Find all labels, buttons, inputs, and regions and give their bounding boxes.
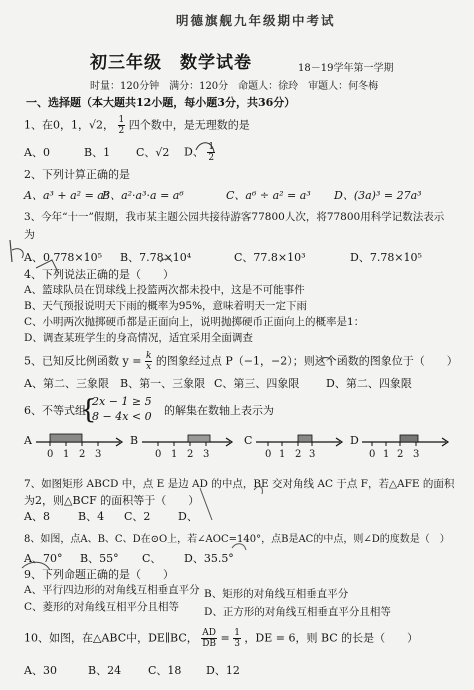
q9-option-d: D、正方形的对角线互相垂直平分且相等 bbox=[204, 606, 391, 618]
q8-option-d: D、35.5° bbox=[184, 552, 234, 565]
q4-option-c: C、小明两次抛掷硬币都是正面向上，说明抛掷硬币正面向上的概率是1： bbox=[24, 316, 365, 328]
q10-frac2-den: 3 bbox=[234, 639, 240, 649]
q6-a-tick-3: 3 bbox=[95, 449, 102, 460]
q10-option-c: C、18 bbox=[148, 664, 182, 677]
q4-option-a: A、篮球队员在罚球线上投篮两次都未投中，这是不可能事件 bbox=[24, 284, 305, 296]
school-title: 明德旗舰九年级期中考试 bbox=[176, 13, 336, 28]
q5-option-d: D、第二、四象限 bbox=[326, 377, 412, 390]
q1-d-frac-num: 1 bbox=[208, 142, 215, 152]
q5-frac-den: x bbox=[146, 362, 152, 372]
q7-stem-line1: 7、如图矩形 ABCD 中，点 E 是边 AD 的中点，BE 交对角线 AC 于点 F，若△AFE 的面积 bbox=[24, 478, 455, 490]
q6-stem-post: 的解集在数轴上表示为 bbox=[164, 404, 274, 417]
q6-d-tick-2: 2 bbox=[397, 449, 404, 460]
q6-a-tick-1: 1 bbox=[63, 449, 70, 460]
q6-d-tick-1: 1 bbox=[383, 449, 390, 460]
q2-option-a: A、a³ + a² = a⁵ bbox=[24, 189, 109, 202]
q1-option-c: C、√2 bbox=[136, 146, 170, 159]
q6-c-tick-0: 0 bbox=[265, 449, 272, 460]
q7-option-c: C、2 bbox=[124, 510, 151, 523]
q4-stem: 4、下列说法正确的是（ ） bbox=[24, 268, 174, 281]
q1-option-d-label: D、 bbox=[184, 145, 204, 159]
q6-b-tick-1: 1 bbox=[171, 449, 178, 460]
q2-option-d: D、(3a)³ = 27a³ bbox=[334, 189, 422, 202]
section-title: 一、选择题（本大题共12小题，每小题3分，共36分） bbox=[26, 96, 296, 109]
q6-label-c: C bbox=[244, 434, 253, 447]
q10-stem-pre: 10、如图，在△ABC中，DE∥BC， bbox=[24, 631, 198, 645]
q10-option-a: A、30 bbox=[24, 664, 57, 677]
q6-ineq-2: 8 − 4x < 0 bbox=[92, 410, 152, 423]
q6-label-a: A bbox=[24, 434, 32, 447]
q5-option-a: A、第二、三象限 bbox=[24, 377, 109, 390]
q9-option-b: B、矩形的对角线互相垂直平分 bbox=[204, 588, 349, 600]
q6-a-tick-2: 2 bbox=[79, 449, 86, 460]
q1-frac-den: 2 bbox=[118, 126, 125, 136]
exam-title: 初三年级 数学试卷 bbox=[90, 53, 252, 73]
q1-stem-text: 1、在0，1，√2， bbox=[24, 118, 115, 132]
q6-b-tick-3: 3 bbox=[203, 449, 210, 460]
q9-stem: 9、下列命题正确的是（ ） bbox=[24, 568, 174, 581]
q7-option-d: D、 bbox=[178, 510, 198, 523]
q2-option-c: C、a⁶ ÷ a² = a³ bbox=[226, 189, 311, 202]
q6-d-tick-3: 3 bbox=[413, 449, 420, 460]
q8-stem: 8、如图，点A、B、C、D在⊙O上，若∠AOC=140°，点B是AC的中点，则∠D的度数是（ ） bbox=[24, 534, 450, 545]
q6-c-tick-1: 1 bbox=[279, 449, 286, 460]
q5-frac-num: k bbox=[145, 351, 152, 361]
q1-frac-num: 1 bbox=[118, 115, 125, 125]
exam-meta: 时量：120分钟 满分：120分 命题人：徐玲 审题人：何冬梅 bbox=[90, 81, 379, 92]
q8-option-c: C、 bbox=[142, 552, 162, 565]
q1-stem-tail: 四个数中，是无理数的是 bbox=[128, 118, 250, 132]
q6-ineq-1: 2x − 1 ≥ 5 bbox=[92, 395, 152, 408]
q10-option-d: D、12 bbox=[206, 664, 240, 677]
q6-brace: { bbox=[80, 395, 97, 425]
q5-stem-post: 的图象经过点 P（−1，−2）；则这个函数的图象位于（ ） bbox=[155, 354, 458, 368]
q6-b-tick-0: 0 bbox=[155, 449, 162, 460]
term-label: 18－19学年第一学期 bbox=[298, 63, 394, 74]
q3-option-a: A、0.778×10⁵ bbox=[24, 251, 103, 264]
q10-frac1-den: DB bbox=[202, 639, 217, 649]
q6-label-d: D bbox=[350, 434, 359, 447]
q8-option-b: B、55° bbox=[80, 552, 119, 565]
q2-option-b: B、a²·a³·a = a⁶ bbox=[102, 189, 184, 202]
q6-c-tick-3: 3 bbox=[309, 449, 316, 460]
q5-option-c: C、第三、四象限 bbox=[214, 377, 300, 390]
q10-stem-post: ，DE = 6，则 BC 的长是（ ） bbox=[244, 631, 419, 645]
q3-stem-line2: 为 bbox=[24, 228, 35, 241]
q3-option-c: C、77.8×10³ bbox=[234, 251, 306, 264]
q6-label-b: B bbox=[130, 434, 139, 447]
q10-option-b: B、24 bbox=[88, 664, 122, 677]
q3-option-d: D、7.78×10⁵ bbox=[350, 251, 422, 264]
q7-option-a: A、8 bbox=[24, 510, 50, 523]
q10-frac1-num: AD bbox=[202, 628, 216, 638]
q4-option-d: D、调查某班学生的身高情况，适宜采用全面调查 bbox=[24, 332, 253, 344]
q7-option-b: B、4 bbox=[78, 510, 105, 523]
q6-a-tick-0: 0 bbox=[47, 449, 54, 460]
q2-stem: 2、下列计算正确的是 bbox=[24, 168, 130, 181]
q7-stem-line2: 为2，则△BCF 的面积等于（ ） bbox=[24, 494, 200, 507]
q1-option-b: B、1 bbox=[84, 146, 111, 159]
q8-option-a: A、70° bbox=[24, 552, 63, 565]
q5-stem-pre: 5、已知反比例函数 y = bbox=[24, 354, 142, 368]
q4-option-b: B、天气预报说明天下雨的概率为95%，意味着明天一定下雨 bbox=[24, 300, 308, 312]
q5-option-b: B、第一、三象限 bbox=[120, 377, 206, 390]
q6-d-tick-0: 0 bbox=[369, 449, 376, 460]
q9-option-c: C、菱形的对角线互相平分且相等 bbox=[24, 601, 180, 613]
q3-stem-line1: 3、今年“十一”假期，我市某主题公园共接待游客77800人次，将77800用科学记数法表示 bbox=[24, 211, 445, 223]
q6-c-tick-2: 2 bbox=[295, 449, 302, 460]
q9-option-a: A、平行四边形的对角线互相垂直平分 bbox=[24, 584, 200, 596]
q10-equals: = bbox=[220, 631, 230, 645]
q1-d-frac-den: 2 bbox=[208, 153, 215, 163]
q6-stem-pre: 6、不等式组 bbox=[24, 404, 86, 417]
q1-option-a: A、0 bbox=[24, 146, 50, 159]
q10-frac2-num: 1 bbox=[234, 628, 240, 638]
q3-option-b: B、7.78×10⁴ bbox=[120, 251, 192, 264]
q6-b-tick-2: 2 bbox=[187, 449, 194, 460]
